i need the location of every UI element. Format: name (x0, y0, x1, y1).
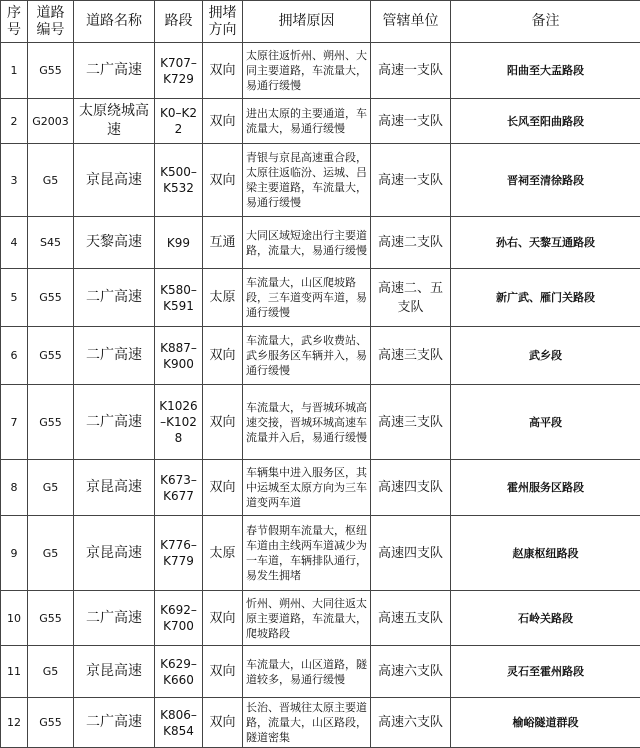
table-row (1, 269, 640, 327)
cell-no: 1 (1, 43, 28, 99)
header-unit: 管辖单位 (371, 1, 451, 43)
cell-reason: 进出太原的主要通道，车流量大，易通行缓慢 (243, 99, 371, 144)
cell-unit: 高速四支队 (371, 516, 451, 591)
table-row (1, 217, 640, 269)
cell-name: 京昆高速 (74, 144, 155, 217)
cell-direction: 双向 (203, 460, 243, 516)
table-row (1, 698, 640, 748)
cell-name: 京昆高速 (74, 516, 155, 591)
cell-name: 天黎高速 (74, 217, 155, 269)
cell-name: 二广高速 (74, 385, 155, 460)
cell-code: S45 (28, 217, 74, 269)
cell-reason: 车流量大，山区道路，隧道较多，易通行缓慢 (243, 646, 371, 698)
header-name: 道路名称 (74, 1, 155, 43)
cell-reason: 春节假期车流量大，枢纽车道由主线两车道减少为一车道，车辆排队通行，易发生拥堵 (243, 516, 371, 591)
cell-code: G2003 (28, 99, 74, 144)
cell-name: 二广高速 (74, 43, 155, 99)
cell-code: G55 (28, 269, 74, 327)
cell-code: G5 (28, 460, 74, 516)
cell-unit: 高速三支队 (371, 327, 451, 385)
cell-code: G55 (28, 43, 74, 99)
table-row (1, 327, 640, 385)
cell-note: 赵康枢纽路段 (451, 516, 640, 591)
cell-no: 10 (1, 591, 28, 646)
header-row (1, 1, 640, 43)
cell-name: 二广高速 (74, 698, 155, 748)
cell-note: 阳曲至大盂路段 (451, 43, 640, 99)
cell-code: G55 (28, 591, 74, 646)
cell-reason: 青银与京昆高速重合段，太原往返临汾、运城、吕梁主要道路，车流量大，易通行缓慢 (243, 144, 371, 217)
table-row (1, 460, 640, 516)
cell-unit: 高速一支队 (371, 144, 451, 217)
cell-direction: 双向 (203, 144, 243, 217)
cell-note: 长风至阳曲路段 (451, 99, 640, 144)
cell-reason: 车流量大，山区爬坡路段，三车道变两车道，易通行缓慢 (243, 269, 371, 327)
cell-unit: 高速六支队 (371, 646, 451, 698)
header-no: 序号 (1, 1, 28, 43)
cell-reason: 长治、晋城往太原主要道路，流量大，山区路段，隧道密集 (243, 698, 371, 748)
cell-unit: 高速三支队 (371, 385, 451, 460)
cell-segment: K580–K591 (155, 269, 203, 327)
cell-no: 8 (1, 460, 28, 516)
cell-name: 太原绕城高速 (74, 99, 155, 144)
cell-unit: 高速五支队 (371, 591, 451, 646)
cell-direction: 太原 (203, 516, 243, 591)
cell-name: 京昆高速 (74, 646, 155, 698)
cell-unit: 高速六支队 (371, 698, 451, 748)
cell-name: 二广高速 (74, 269, 155, 327)
cell-no: 11 (1, 646, 28, 698)
table-row (1, 646, 640, 698)
cell-name: 二广高速 (74, 591, 155, 646)
cell-no: 7 (1, 385, 28, 460)
cell-note: 霍州服务区路段 (451, 460, 640, 516)
cell-unit: 高速一支队 (371, 99, 451, 144)
cell-direction: 双向 (203, 327, 243, 385)
cell-reason: 忻州、朔州、大同往返太原主要道路，车流量大，爬坡路段 (243, 591, 371, 646)
cell-direction: 双向 (203, 646, 243, 698)
cell-direction: 双向 (203, 99, 243, 144)
cell-segment: K0–K22 (155, 99, 203, 144)
cell-segment: K692–K700 (155, 591, 203, 646)
cell-direction: 太原 (203, 269, 243, 327)
cell-unit: 高速二支队 (371, 217, 451, 269)
table-row (1, 385, 640, 460)
cell-name: 京昆高速 (74, 460, 155, 516)
cell-note: 晋祠至清徐路段 (451, 144, 640, 217)
cell-reason: 大同区域短途出行主要道路，流量大，易通行缓慢 (243, 217, 371, 269)
cell-unit: 高速二、五支队 (371, 269, 451, 327)
cell-unit: 高速四支队 (371, 460, 451, 516)
cell-note: 武乡段 (451, 327, 640, 385)
cell-direction: 互通 (203, 217, 243, 269)
cell-segment: K887–K900 (155, 327, 203, 385)
cell-note: 新广武、雁门关路段 (451, 269, 640, 327)
header-note: 备注 (451, 1, 640, 43)
cell-segment: K629–K660 (155, 646, 203, 698)
cell-code: G55 (28, 698, 74, 748)
cell-code: G5 (28, 516, 74, 591)
cell-unit: 高速一支队 (371, 43, 451, 99)
cell-reason: 车辆集中进入服务区，其中运城至太原方向为三车道变两车道 (243, 460, 371, 516)
cell-note: 高平段 (451, 385, 640, 460)
table-row (1, 516, 640, 591)
header-code: 道路编号 (28, 1, 74, 43)
table-row (1, 99, 640, 144)
header-segment: 路段 (155, 1, 203, 43)
cell-no: 2 (1, 99, 28, 144)
cell-no: 3 (1, 144, 28, 217)
cell-code: G55 (28, 385, 74, 460)
cell-direction: 双向 (203, 385, 243, 460)
cell-code: G55 (28, 327, 74, 385)
cell-direction: 双向 (203, 591, 243, 646)
cell-segment: K776–K779 (155, 516, 203, 591)
cell-segment: K806–K854 (155, 698, 203, 748)
cell-note: 石岭关路段 (451, 591, 640, 646)
cell-direction: 双向 (203, 698, 243, 748)
cell-segment: K500–K532 (155, 144, 203, 217)
cell-segment: K673–K677 (155, 460, 203, 516)
cell-reason: 车流量大，武乡收费站、武乡服务区车辆并入，易通行缓慢 (243, 327, 371, 385)
cell-note: 灵石至霍州路段 (451, 646, 640, 698)
cell-segment: K707–K729 (155, 43, 203, 99)
header-direction: 拥堵方向 (203, 1, 243, 43)
cell-no: 12 (1, 698, 28, 748)
table-row (1, 144, 640, 217)
cell-segment: K99 (155, 217, 203, 269)
cell-code: G5 (28, 646, 74, 698)
cell-direction: 双向 (203, 43, 243, 99)
cell-no: 9 (1, 516, 28, 591)
table-row (1, 43, 640, 99)
cell-no: 6 (1, 327, 28, 385)
cell-no: 5 (1, 269, 28, 327)
cell-code: G5 (28, 144, 74, 217)
cell-reason: 车流量大，与晋城环城高速交接，晋城环城高速车流量并入后，易通行缓慢 (243, 385, 371, 460)
cell-note: 榆峪隧道群段 (451, 698, 640, 748)
cell-name: 二广高速 (74, 327, 155, 385)
cell-reason: 太原往返忻州、朔州、大同主要道路，车流量大，易通行缓慢 (243, 43, 371, 99)
cell-note: 孙右、天黎互通路段 (451, 217, 640, 269)
header-reason: 拥堵原因 (243, 1, 371, 43)
table-row (1, 591, 640, 646)
cell-segment: K1026–K1028 (155, 385, 203, 460)
cell-no: 4 (1, 217, 28, 269)
